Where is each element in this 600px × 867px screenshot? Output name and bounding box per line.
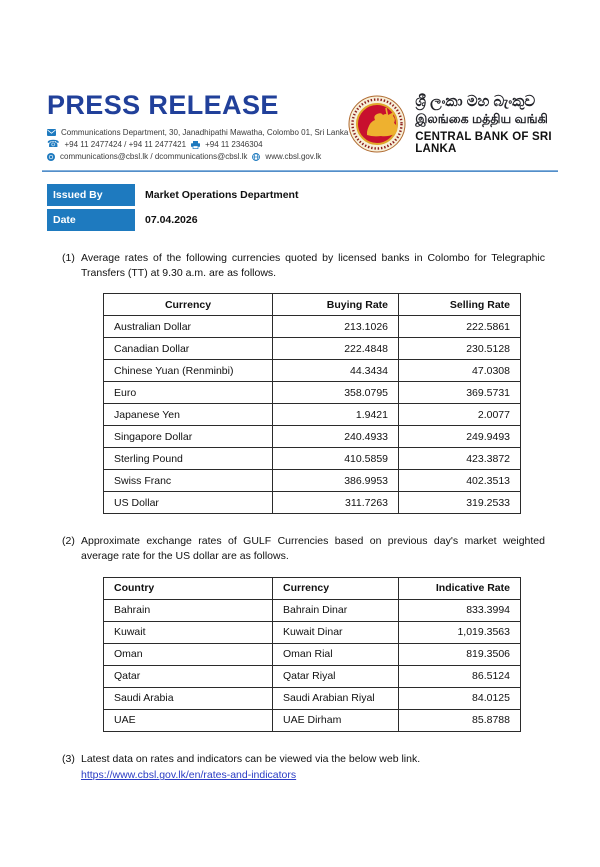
table-cell: 1,019.3563: [399, 621, 521, 643]
contact-emails: communications@cbsl.lk / dcommunications@cbsl.lk: [60, 152, 248, 161]
table-cell: US Dollar: [104, 492, 273, 514]
header-divider: [42, 170, 558, 172]
header-left: [47, 90, 348, 161]
table-cell: 1.9421: [273, 404, 399, 426]
table-header-row: [104, 294, 521, 316]
table-cell: Kuwait Dinar: [273, 621, 399, 643]
header: [0, 0, 600, 161]
table-row: [104, 643, 521, 665]
item-1-text: Average rates of the following currencies quoted by licensed banks in Colombo for Telegraphic Transfers (TT) at 9.30 a.m. are as follows.: [81, 252, 545, 279]
envelope-icon: [47, 129, 56, 136]
table-row: [104, 687, 521, 709]
column-header: Country: [104, 577, 273, 599]
table-cell: Oman Rial: [273, 643, 399, 665]
table-row: [104, 404, 521, 426]
table-cell: 423.3872: [399, 448, 521, 470]
table-cell: Qatar Riyal: [273, 665, 399, 687]
column-header: Buying Rate: [273, 294, 399, 316]
table-cell: 819.3506: [399, 643, 521, 665]
table-row: [104, 338, 521, 360]
table-cell: 311.7263: [273, 492, 399, 514]
table-cell: 249.9493: [399, 426, 521, 448]
table-cell: Australian Dollar: [104, 316, 273, 338]
table-cell: Bahrain: [104, 599, 273, 621]
item-2: [62, 534, 545, 563]
bank-name-english: CENTRAL BANK OF SRI LANKA: [415, 131, 552, 156]
item-1-number: (1): [62, 252, 75, 264]
table-cell: 319.2533: [399, 492, 521, 514]
table-cell: 222.5861: [399, 316, 521, 338]
tt-rates-table: [103, 293, 521, 514]
date-value: 07.04.2026: [145, 214, 198, 226]
table-cell: Canadian Dollar: [104, 338, 273, 360]
cbsl-seal-logo: [348, 95, 406, 153]
table-cell: Singapore Dollar: [104, 426, 273, 448]
contact-web-line: [47, 152, 348, 161]
table-row: [104, 316, 521, 338]
item-2-number: (2): [62, 535, 75, 548]
item-3-text: Latest data on rates and indicators can be viewed via the below web link.: [81, 752, 421, 765]
table-cell: 2.0077: [399, 404, 521, 426]
table-row: [104, 448, 521, 470]
table-cell: 86.5124: [399, 665, 521, 687]
table-cell: 44.3434: [273, 360, 399, 382]
table-cell: UAE: [104, 709, 273, 731]
table-cell: 369.5731: [399, 382, 521, 404]
item-2-text: Approximate exchange rates of GULF Currencies based on previous day's market weighted average rate for the US dollar are as follows.: [81, 535, 545, 563]
contact-website: www.cbsl.gov.lk: [265, 152, 322, 161]
table-cell: 84.0125: [399, 687, 521, 709]
table-header-row: [104, 577, 521, 599]
table-cell: Oman: [104, 643, 273, 665]
date-label: Date: [47, 209, 135, 231]
bank-names: [415, 93, 558, 155]
table-cell: 230.5128: [399, 338, 521, 360]
table-cell: Saudi Arabian Riyal: [273, 687, 399, 709]
table-row: [104, 382, 521, 404]
table-cell: Euro: [104, 382, 273, 404]
bank-name-sinhala: ශ්‍රී ලංකා මහ බැංකුව: [415, 93, 536, 110]
table-row: [104, 492, 521, 514]
item-1: [62, 251, 545, 280]
issued-by-value: Market Operations Department: [145, 189, 299, 201]
page-title: PRESS RELEASE: [47, 90, 279, 120]
table-row: [104, 470, 521, 492]
table-cell: 402.3513: [399, 470, 521, 492]
item-3-number: (3): [62, 752, 75, 765]
table-cell: 833.3994: [399, 599, 521, 621]
table-row: [104, 426, 521, 448]
table-cell: 47.0308: [399, 360, 521, 382]
table-cell: 410.5859: [273, 448, 399, 470]
item-3: [62, 752, 545, 783]
date-row: [47, 209, 600, 231]
table-row: [104, 665, 521, 687]
table-cell: Japanese Yen: [104, 404, 273, 426]
column-header: Indicative Rate: [399, 577, 521, 599]
item-3-body: [81, 752, 545, 783]
table-row: [104, 599, 521, 621]
table-cell: Sterling Pound: [104, 448, 273, 470]
rates-indicators-link[interactable]: https://www.cbsl.gov.lk/en/rates-and-indicators: [81, 769, 297, 782]
table-cell: 222.4848: [273, 338, 399, 360]
table-cell: 85.8788: [399, 709, 521, 731]
table-row: [104, 709, 521, 731]
globe-icon: [252, 153, 260, 161]
contact-phone-line: ☎ +94 11 2477424 / +94 11 2477421 +94 11 2346304: [47, 138, 263, 150]
table-cell: Bahrain Dinar: [273, 599, 399, 621]
column-header: Selling Rate: [399, 294, 521, 316]
table-cell: 358.0795: [273, 382, 399, 404]
column-header: Currency: [104, 294, 273, 316]
table-cell: UAE Dirham: [273, 709, 399, 731]
table-cell: Swiss Franc: [104, 470, 273, 492]
table-cell: Kuwait: [104, 621, 273, 643]
contact-fax: +94 11 2346304: [205, 140, 263, 149]
table-cell: Qatar: [104, 665, 273, 687]
email-circle-icon: [47, 153, 55, 161]
header-right: [348, 93, 558, 155]
contact-phones: +94 11 2477424 / +94 11 2477421: [64, 140, 187, 149]
issued-by-label: Issued By: [47, 184, 135, 206]
column-header: Currency: [273, 577, 399, 599]
table-cell: 213.1026: [273, 316, 399, 338]
gulf-rates-table: [103, 577, 521, 732]
table-row: [104, 360, 521, 382]
table-cell: 240.4933: [273, 426, 399, 448]
table-row: [104, 621, 521, 643]
table-cell: 386.9953: [273, 470, 399, 492]
meta-block: [47, 184, 600, 231]
table-cell: Chinese Yuan (Renminbi): [104, 360, 273, 382]
contact-address: Communications Department, 30, Janadhipathi Mawatha, Colombo 01, Sri Lanka: [61, 128, 349, 137]
bank-name-tamil: இலங்கை மத்திய வங்கி: [415, 112, 548, 127]
issued-by-row: [47, 184, 600, 206]
table-cell: Saudi Arabia: [104, 687, 273, 709]
contact-address-line: [47, 128, 348, 137]
printer-icon: [191, 141, 200, 149]
